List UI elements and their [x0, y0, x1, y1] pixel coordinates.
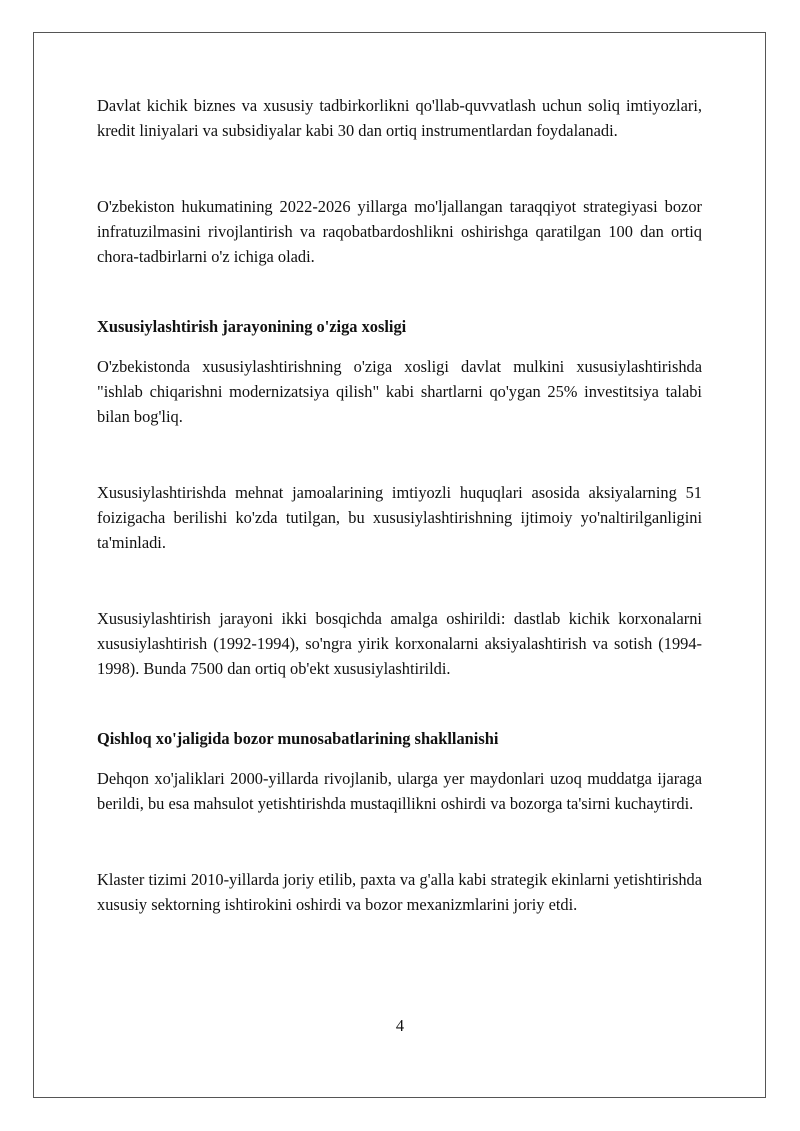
document-body [97, 93, 702, 917]
section-heading-privatization: Xususiylashtirish jarayonining o'ziga xosligi [97, 317, 407, 336]
page-number: 4 [395, 1016, 405, 1035]
paragraph-cluster-system: Klaster tizimi 2010-yillarda joriy etilib, paxta va g'alla kabi strategik ekinlarni yetishtirishda xususiy sektorning ishtirokini oshirdi va bozor mexanizmlarini joriy etdi. [97, 870, 702, 914]
paragraph-privatization-stages: Xususiylashtirish jarayoni ikki bosqichda amalga oshirildi: dastlab kichik korxonalarni xususiylashtirish (1992-1994), so'ngra yirik korxonalarni aksiyalashtirish va sotish (1994-1998). Bunda 7500 dan ortiq ob'ekt xususiylashtirildi. [97, 609, 702, 678]
paragraph-labor-collective-rights: Xususiylashtirishda mehnat jamoalarining imtiyozli huquqlari asosida aksiyalarning 51 foizigacha berilishi ko'zda tutilgan, bu xususiylashtirishning ijtimoiy yo'naltirilganligini ta'minladi. [97, 483, 702, 552]
paragraph-development-strategy: O'zbekiston hukumatining 2022-2026 yillarga mo'ljallangan taraqqiyot strategiyasi bozor infratuzilmasini rivojlantirish va raqobatbardoshlikni oshirishga qaratilgan 100 dan ortiq chora-tadbirlarni o'z ichiga oladi. [97, 197, 702, 266]
section-heading-agriculture: Qishloq xo'jaligida bozor munosabatlarining shakllanishi [97, 729, 499, 748]
paragraph-farm-households: Dehqon xo'jaliklari 2000-yillarda rivojlanib, ularga yer maydonlari uzoq muddatga ijaraga berildi, bu esa mahsulot yetishtirishda mustaqillikni oshirdi va bozorga ta'sirni kuchaytirdi. [97, 769, 702, 813]
paragraph-small-business-support: Davlat kichik biznes va xususiy tadbirkorlikni qo'llab-quvvatlash uchun soliq imtiyozlari, kredit liniyalari va subsidiyalar kabi 30 dan ortiq instrumentlardan foydalanadi. [97, 96, 702, 140]
paragraph-privatization-specifics: O'zbekistonda xususiylashtirishning o'ziga xosligi davlat mulkini xususiylashtirishda "ishlab chiqarishni modernizatsiya qilish" kabi shartlarni qo'ygan 25% investitsiya talabi bilan bog'liq. [97, 357, 702, 426]
